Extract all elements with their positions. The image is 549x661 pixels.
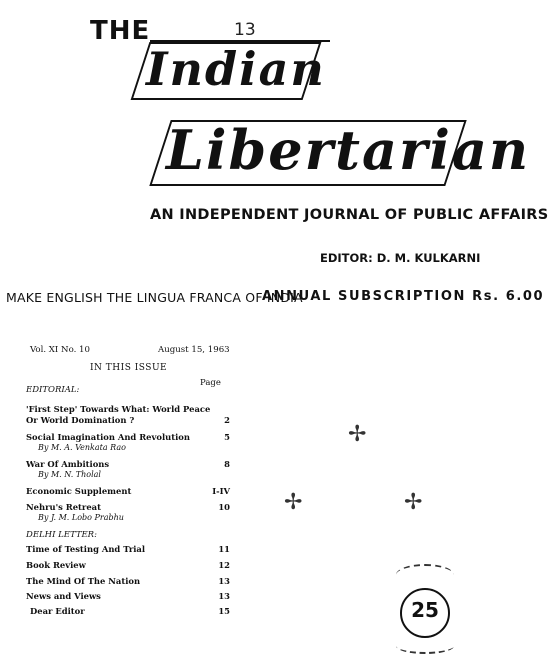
editorial-label: EDITORIAL: — [26, 385, 80, 395]
title-indian: Indian — [146, 42, 326, 96]
toc-item-title: Nehru's Retreat — [26, 502, 101, 512]
delhi-letter-label: DELHI LETTER: — [26, 530, 97, 540]
issue-date: August 15, 1963 — [158, 345, 230, 355]
toc-item — [26, 432, 230, 453]
toc-item — [26, 544, 230, 555]
badge-rays-bottom — [396, 638, 454, 654]
toc-item-title: News and Views — [26, 591, 101, 601]
badge-rays-top — [396, 564, 454, 586]
subscription-price: ANNUAL SUBSCRIPTION Rs. 6.00 — [262, 289, 545, 304]
toc-item-title: War Of Ambitions — [26, 459, 110, 469]
toc-item-page: 12 — [218, 560, 230, 570]
toc-item-page: 10 — [218, 502, 230, 512]
masthead-the: THE — [90, 16, 151, 46]
slogan: MAKE ENGLISH THE LINGUA FRANCA OF INDIA — [6, 290, 303, 305]
contents-heading: IN THIS ISSUE — [90, 363, 168, 373]
toc-item-title: The Mind Of The Nation — [26, 576, 141, 586]
title-libertarian: Libertarian — [166, 118, 531, 182]
toc-item-page: 11 — [218, 544, 230, 554]
toc-item-title: Dear Editor — [30, 606, 85, 616]
toc-item-page: 13 — [218, 576, 230, 586]
toc-item-page: 8 — [224, 459, 230, 469]
page-column-heading: Page — [200, 378, 221, 388]
toc-item-author: By M. A. Venkata Rao — [38, 443, 126, 452]
toc-item-page: 2 — [224, 415, 230, 425]
toc-item-page: 5 — [224, 432, 230, 442]
toc-item — [26, 606, 230, 617]
toc-item-author: By M. N. Tholal — [38, 470, 101, 479]
toc-item-title: Book Review — [26, 560, 86, 570]
editor-credit: EDITOR: D. M. KULKARNI — [320, 251, 481, 265]
toc-item-page: 13 — [218, 591, 230, 601]
toc-item — [26, 459, 230, 480]
toc-item — [26, 560, 230, 571]
toc-item — [26, 576, 230, 587]
ornament-icon: ✢ — [348, 422, 367, 447]
volume-number: Vol. XI No. 10 — [30, 345, 90, 355]
price-badge-value: 25 — [411, 598, 439, 622]
toc-item — [26, 591, 230, 602]
toc-item-page: I-IV — [212, 486, 230, 496]
handwritten-number: 13 — [234, 20, 256, 40]
toc-item — [26, 486, 230, 497]
ornament-icon: ✢ — [284, 490, 303, 515]
journal-tagline: AN INDEPENDENT JOURNAL OF PUBLIC AFFAIRS — [150, 207, 549, 223]
toc-item-title: 'First Step' Towards What: World Peace — [26, 404, 211, 414]
toc-item — [26, 404, 230, 426]
toc-item-page: 15 — [218, 606, 230, 616]
toc-item — [26, 502, 230, 523]
ornament-icon: ✢ — [404, 490, 423, 515]
toc-item-title-cont: Or World Domination ? — [26, 415, 135, 425]
toc-item-title: Economic Supplement — [26, 486, 132, 496]
toc-item-title: Social Imagination And Revolution — [26, 432, 190, 442]
toc-item-title: Time of Testing And Trial — [26, 544, 146, 554]
toc-item-author: By J. M. Lobo Prabhu — [38, 513, 124, 522]
